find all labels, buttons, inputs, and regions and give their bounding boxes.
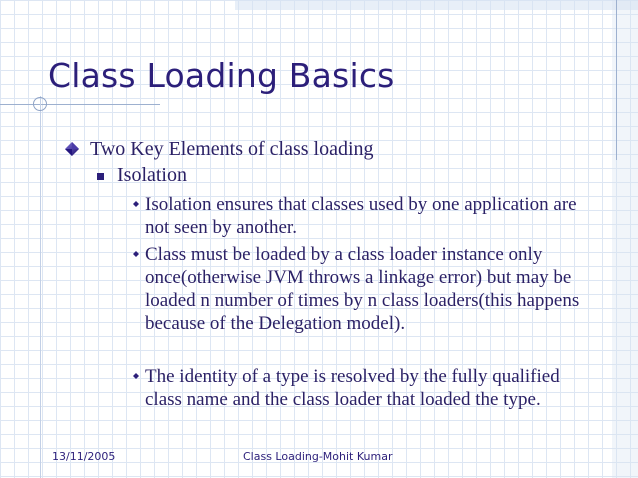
bullet-level2-text: Isolation (117, 164, 187, 186)
square-bullet-icon (97, 173, 104, 180)
bullet-level3-text: The identity of a type is resolved by the fully qualified class name and the class loader that loaded the type. (145, 366, 560, 410)
slide-title: Class Loading Basics (48, 56, 395, 95)
bullet-level3-item (145, 365, 600, 411)
bullet-level3-item (145, 193, 600, 239)
footer-title: Class Loading-Mohit Kumar (243, 450, 393, 463)
header-band (235, 0, 638, 10)
bullet-level3-item (145, 243, 600, 335)
decorative-circle (33, 97, 47, 111)
small-diamond-bullet-icon (133, 251, 139, 257)
bullet-level3-text: Class must be loaded by a class loader instance only once(otherwise JVM throws a linkage error) but may be loaded n number of times by n class loaders(this happens because of the Delegation model). (145, 244, 580, 334)
decorative-horizontal-line (0, 104, 160, 105)
small-diamond-bullet-icon (133, 373, 139, 379)
small-diamond-bullet-icon (133, 201, 139, 207)
bullet-level1-text: Two Key Elements of class loading (90, 138, 374, 160)
diamond-bullet-icon (65, 142, 79, 156)
decorative-vertical-line (616, 0, 617, 160)
decorative-left-line (40, 96, 41, 478)
bullet-level3-text: Isolation ensures that classes used by one application are not seen by another. (145, 194, 577, 238)
footer-date: 13/11/2005 (52, 450, 116, 463)
